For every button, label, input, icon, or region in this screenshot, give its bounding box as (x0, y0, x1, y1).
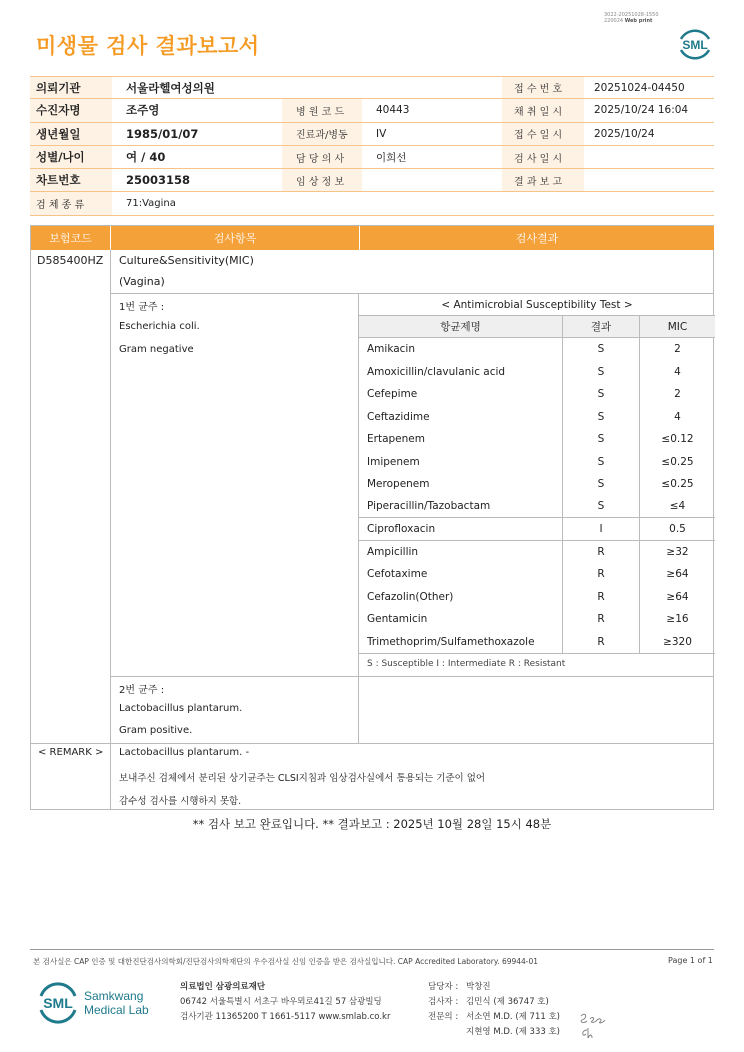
specimen-name: (Vagina) (119, 275, 165, 288)
label-requester: 의뢰기관 (30, 77, 112, 98)
staff-row: 전문의 : 서소연 M.D. (제 711 호) (428, 1012, 561, 1022)
organism1-gram: Gram negative (119, 344, 194, 355)
organism1-label: 1번 균주 : (119, 302, 165, 313)
label-birthdate: 생년월일 (30, 123, 112, 145)
specialist-signature (578, 1010, 610, 1042)
ast-header-row (359, 316, 715, 338)
label-sex-age: 성별/나이 (30, 146, 112, 168)
staff-row: 지현영 M.D. (제 333 호) (466, 1027, 561, 1037)
org-name: 의료법인 삼광의료재단 (180, 982, 266, 992)
accreditation-note: 본 검사실은 CAP 인증 및 대한진단검사의학회/진단검사의학재단의 우수검사실 신임 인증을 받은 검사실입니다. CAP Accredited Laboratory. 69944-01 (33, 957, 539, 966)
ast-body (359, 338, 715, 653)
organism2-gram: Gram positive. (119, 725, 193, 736)
susceptibility-result: R (563, 563, 640, 586)
value-department: IV (376, 127, 387, 140)
antibiotic-name: Gentamicin (359, 608, 563, 631)
label-chart-no: 차트번호 (30, 169, 112, 191)
susceptibility-result: S (563, 338, 640, 361)
mic-value: 2 (674, 343, 681, 356)
completion-note: ** 검사 보고 완료입니다. ** 결과보고 : 2025년 10월 28일 15시 48분 (192, 817, 552, 831)
susceptibility-result: S (563, 451, 640, 474)
remark-line-3: 감수성 검사를 시행하지 못함. (119, 796, 242, 807)
mic-value: ≥64 (666, 590, 689, 603)
mic-value: 2 (674, 388, 681, 401)
value-reported-at (584, 169, 714, 191)
info-row-2 (30, 99, 714, 122)
antibiotic-name: Cefepime (359, 383, 563, 406)
value-tested-at (584, 146, 714, 168)
susceptibility-result: S (563, 383, 640, 406)
value-received-at: 2025/10/24 (594, 127, 655, 140)
mic-value: ≤0.25 (661, 478, 694, 491)
ast-row (359, 361, 715, 384)
ast-row (359, 451, 715, 474)
info-row-6 (30, 192, 714, 215)
ast-header-result: 결과 (563, 316, 640, 337)
susceptibility-result: S (563, 473, 640, 496)
susceptibility-result: R (563, 631, 640, 654)
susceptibility-result: R (563, 541, 640, 564)
ast-row (359, 473, 715, 496)
mic-value: ≤0.12 (661, 433, 694, 446)
value-doctor: 이희선 (376, 151, 407, 164)
ast-row (359, 383, 715, 406)
sml-footer-logo-icon (36, 980, 80, 1026)
label-received-at: 접 수 일 시 (502, 123, 584, 145)
sml-logo-icon (676, 25, 714, 63)
antibiotic-name: Ceftazidime (359, 406, 563, 429)
antibiotic-name: Amoxicillin/clavulanic acid (359, 361, 563, 384)
logo-text-line2: Medical Lab (84, 1003, 149, 1017)
susceptibility-result: I (563, 518, 640, 540)
org-info (180, 980, 390, 1025)
report-title: 미생물 검사 결과보고서 (36, 34, 260, 58)
samkwang-logo (36, 980, 156, 1026)
value-patient-name: 조주영 (126, 103, 160, 118)
susceptibility-result: R (563, 586, 640, 609)
ast-header-mic: MIC (667, 320, 688, 333)
value-hospital-code: 40443 (376, 104, 410, 117)
mic-value: 4 (674, 410, 681, 423)
label-department: 진료과/병동 (282, 123, 362, 145)
logo-text-line1: Samkwang (84, 989, 144, 1003)
ast-header-drug: 항균제명 (359, 316, 563, 337)
footer-divider (30, 949, 714, 950)
ast-row (359, 586, 715, 609)
print-code-line1: 3022-20251028-1550 (604, 12, 659, 18)
mic-value: ≥320 (663, 635, 692, 648)
label-patient-name: 수진자명 (30, 99, 112, 121)
ast-row (359, 541, 715, 564)
label-specimen-type: 검 체 종 류 (30, 192, 112, 214)
antibiotic-name: Cefotaxime (359, 563, 563, 586)
antibiotic-name: Ampicillin (359, 541, 563, 564)
mic-value: ≤4 (669, 500, 686, 513)
susceptibility-result: S (563, 406, 640, 429)
label-tested-at: 검 사 일 시 (502, 146, 584, 168)
value-collected-at: 2025/10/24 16:04 (594, 104, 689, 117)
label-collected-at: 채 취 일 시 (502, 99, 584, 121)
mic-value: 0.5 (669, 522, 686, 535)
insurance-code: D585400HZ (37, 254, 104, 267)
remark-line-2: 보내주신 검체에서 분리된 상기균주는 CLSI지침과 임상검사실에서 통용되는 기준이 없어 (119, 773, 486, 784)
page-number: Page 1 of 1 (668, 956, 713, 965)
info-row-3 (30, 123, 714, 146)
ast-row (359, 428, 715, 451)
value-receipt-no: 20251024-04450 (594, 81, 685, 94)
test-name: Culture&Sensitivity(MIC) (119, 254, 254, 267)
ast-legend: S : Susceptible I : Intermediate R : Resistant (359, 653, 715, 674)
print-code-line2: 220024 (604, 18, 624, 24)
ast-row (359, 496, 715, 519)
staff-list (428, 980, 560, 1040)
antibiotic-name: Ciprofloxacin (359, 518, 563, 540)
label-reported-at: 결 과 보 고 (502, 169, 584, 191)
ast-row (359, 608, 715, 631)
svg-text:SML: SML (43, 995, 73, 1011)
value-birthdate: 1985/01/07 (126, 126, 199, 141)
antibiotic-name: Imipenem (359, 451, 563, 474)
staff-row: 검사자 : 김민식 (제 36747 호) (428, 997, 549, 1007)
susceptibility-result: S (563, 496, 640, 518)
organism2-name: Lactobacillus plantarum. (119, 703, 243, 714)
mic-value: ≥32 (666, 545, 689, 558)
ast-row (359, 338, 715, 361)
organism2-label: 2번 균주 : (119, 685, 165, 696)
print-code-tag: Web print (624, 18, 653, 24)
susceptibility-result: S (563, 361, 640, 384)
label-receipt-no: 접 수 번 호 (502, 77, 584, 98)
svg-text:SML: SML (682, 38, 708, 52)
antibiotic-name: Trimethoprim/Sulfamethoxazole (359, 631, 563, 654)
label-hospital-code: 병 원 코 드 (282, 99, 362, 121)
value-chart-no: 25003158 (126, 173, 191, 188)
ast-title: < Antimicrobial Susceptibility Test > (359, 294, 715, 316)
antibiotic-name: Piperacillin/Tazobactam (359, 496, 563, 518)
org-address: 06742 서울특별시 서초구 바우뫼로41길 57 삼광빌딩 (180, 997, 382, 1007)
value-sex-age: 여 / 40 (126, 150, 166, 165)
col-header-item: 검사항목 (110, 226, 359, 250)
value-specimen-type: 71:Vagina (126, 198, 176, 210)
info-row-4 (30, 146, 714, 169)
patient-info-table (30, 76, 714, 216)
remark-label: < REMARK > (38, 747, 104, 758)
antibiotic-name: Amikacin (359, 338, 563, 361)
mic-value: 4 (674, 365, 681, 378)
antibiotic-name: Meropenem (359, 473, 563, 496)
ast-row (359, 406, 715, 429)
col-header-code: 보험코드 (31, 226, 110, 250)
mic-value: ≥64 (666, 568, 689, 581)
mic-value: ≥16 (666, 613, 689, 626)
ast-row (359, 518, 715, 541)
value-clinical-info (362, 169, 502, 191)
mic-value: ≤0.25 (661, 455, 694, 468)
org-contact: 검사기관 11365200 T 1661-5117 www.smlab.co.kr (180, 1012, 391, 1022)
label-clinical-info: 임 상 정 보 (282, 169, 362, 191)
result-table (30, 225, 714, 810)
col-header-result: 검사결과 (359, 226, 714, 250)
ast-table (359, 294, 715, 674)
antibiotic-name: Cefazolin(Other) (359, 586, 563, 609)
remark-line-1: Lactobacillus plantarum. - (119, 747, 250, 758)
print-code (604, 12, 659, 24)
info-row-5 (30, 169, 714, 192)
organism1-name: Escherichia coli. (119, 321, 200, 332)
ast-row (359, 563, 715, 586)
info-row-1 (30, 76, 714, 99)
susceptibility-result: R (563, 608, 640, 631)
antibiotic-name: Ertapenem (359, 428, 563, 451)
label-doctor: 담 당 의 사 (282, 146, 362, 168)
susceptibility-result: S (563, 428, 640, 451)
staff-row: 담당자 : 박창진 (428, 982, 491, 992)
ast-row (359, 631, 715, 654)
value-requester: 서울라헬여성의원 (126, 80, 215, 95)
